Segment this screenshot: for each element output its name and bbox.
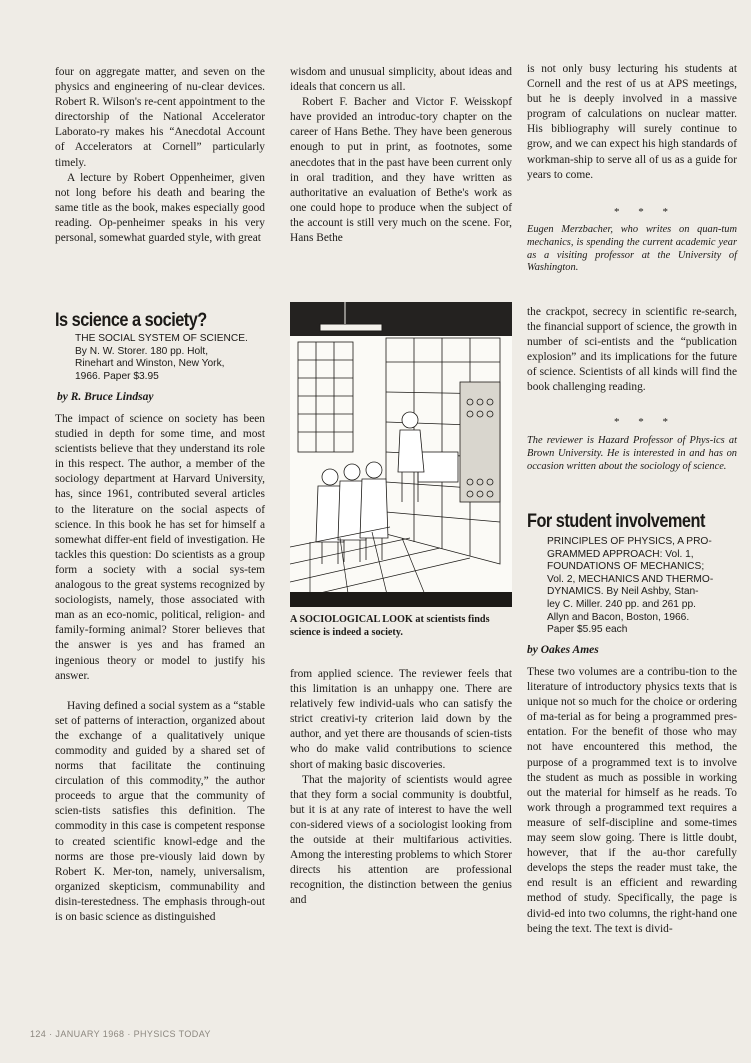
section-break-stars: * * *: [614, 206, 676, 218]
byline: by Oakes Ames: [527, 644, 599, 656]
caption-lead: A SOCIOLOGICAL LOOK: [290, 614, 413, 625]
book-line: Rinehart and Winston, New York,: [75, 358, 225, 370]
byline: by R. Bruce Lindsay: [57, 391, 154, 403]
book-line: 1966. Paper $3.95: [75, 370, 159, 382]
section-break-stars: * * *: [614, 416, 676, 428]
paragraph: from applied science. The reviewer feels that this limitation is an unhappy one. There are relatively few individ-uals who can satisfy the strict creativi-ty criterion laid down by the author, and yet there are thousands of scien-tists who do make valid contributions to science short of making basic discoveries.: [290, 668, 512, 771]
review-heading: For student involvement: [527, 511, 705, 532]
review1-body-continued: [290, 667, 512, 909]
page-footer: 124 · JANUARY 1968 · PHYSICS TODAY: [30, 1029, 211, 1039]
book-line: Allyn and Bacon, Boston, 1966.: [547, 611, 690, 623]
column3-top-text: [527, 62, 737, 183]
book-line: Paper $5.95 each: [547, 624, 628, 636]
book-line: GRAMMED APPROACH: Vol. 1,: [547, 548, 694, 560]
book-line: Vol. 2, MECHANICS AND THERMO-: [547, 573, 714, 585]
book-details: [75, 333, 265, 383]
column1-top-text: [55, 65, 265, 246]
cartoon-illustration: [290, 302, 512, 607]
book-line: THE SOCIAL SYSTEM OF SCIENCE.: [75, 333, 248, 344]
paragraph: wisdom and unusual simplicity, about ideas and ideals that concern us all.: [290, 66, 512, 94]
column2-top-text: [290, 65, 512, 246]
paragraph: The impact of science on society has been studied in depth for some time, and most scientists believe that they understand its role in this respect. The author, a member of the sociology department at Harvard University, has, since 1961, contributed several articles to the literature on the social aspects of science. In this book he has set for himself a somewhat differ-ent field of investigation. He tackles this question: Do scientists as a group form a society with a social sys-tem analogous to the great systems recognized by sociologists, namely, those associated with man as an eco-nomic, political, religion- and family-forming animal? Storer believes that the answer is yes and has framed an ingenious theory or model to justify his answer.: [55, 413, 265, 682]
paragraph: is not only busy lecturing his students at Cornell and the rest of us at APS meetings, but he is deeply involved in a massive program of calculations on nuclear matter. His bibliography will surely continue to grow, and we can expect his high standards of workman-ship to serve all of us as a guide for years to come.: [527, 63, 737, 181]
book-line: PRINCIPLES OF PHYSICS, A PRO-: [547, 536, 712, 547]
review2-body: [527, 665, 737, 937]
paragraph: A lecture by Robert Oppenheimer, given not long before his death and bearing the same title as the book, makes especially good reading. Op-penheimer speaks in his very personal, somewhat guarded style, with great: [55, 171, 265, 245]
paragraph: Having defined a social system as a “stable set of patterns of interaction, organized about the exchange of a qualitatively unique commodity and guided by a shared set of norms that facilitate the continuing circulation of this commodity,” the author proceeds to argue that the community of scien-tists satisfies this definition. The commodity in this case is competent response to created scientific knowl-edge and the norms are those pre-viously laid down by Robert K. Mer-ton, namely, universalism, organized skepticism, communability and disin-terestedness. The emphasis through-out is on basic science as distinguished: [55, 699, 265, 923]
paragraph: That the majority of scientists would agree that they form a social community is doubtful, but it is at any rate of interest to have the well con-sidered views of a sociologist looking from the outside at their multifarious activities. Among the interesting problems to which Storer directs his attention are professional recognition, the distinction between the genius and: [290, 773, 512, 907]
review-heading: Is science a society?: [55, 310, 207, 331]
paragraph: four on aggregate matter, and seven on the physics and engineering of nu-clear devices. Robert R. Wilson's re-cent appointment to the directorship of the National Accelerator Laborato-ry makes his “Anecdotal Account of Accelerators at Cornell” particularly timely.: [55, 66, 265, 169]
paragraph: the crackpot, secrecy in scientific re-search, the financial support of science, the growth in number of sci-entists and the “publication explosion” and its implications for the future of science. Scientists of all kinds will find the book challenging reading.: [527, 306, 737, 394]
book-line: DYNAMICS. By Neil Ashby, Stan-: [547, 586, 699, 598]
review1-body-end: [527, 305, 737, 396]
reviewer-note: The reviewer is Hazard Professor of Phys-ics at Brown University. He is interested in and has on occasion written about the sociology of science.: [527, 435, 737, 472]
reviewer-note: Eugen Merzbacher, who writes on quan-tum mechanics, is spending the current academic year as a visiting professor at the University of Washington.: [527, 224, 737, 274]
paragraph: Robert F. Bacher and Victor F. Weisskopf have provided an introduc-tory chapter on the career of Hans Bethe. They have been generous enough to put in print, as footnotes, some anecdotes that in the past have been current only in oral tradition, and they have written as authoritative an evaluation of Bethe's work as one could hope to produce when the subject of the account is still very much on the scene. For, Hans Bethe: [290, 96, 512, 245]
review1-body: [55, 412, 265, 925]
book-line: FOUNDATIONS OF MECHANICS;: [547, 561, 705, 573]
paragraph: These two volumes are a contribu-tion to the literature of introductory physics texts that is unique not so much for the choice or ordering of ma-terial as for being a programmed pres-entation. For the benefit of those who may not have encountered this method, the purpose of a programmed text is to involve the student as much as possible in working out the material for himself as he reads. To work through a programmed text requires a measure of self-discipline and some-times may seem slow going. There is little doubt, however, that if the au-thor carefully develops the steps the reader must take, the end result is an efficient and rewarding method of study. Specifically, the page is divid-ed into two columns, the right-hand one being the text. The text is divid-: [527, 666, 737, 935]
cartoon-drawing: [290, 302, 512, 607]
book-details: [547, 536, 737, 637]
caption-text: at scientists finds science is indeed a society.: [290, 614, 490, 638]
book-line: ley C. Miller. 240 pp. and 261 pp.: [547, 598, 696, 610]
book-line: By N. W. Storer. 180 pp. Holt,: [75, 345, 209, 357]
cartoon-caption: [290, 614, 512, 639]
